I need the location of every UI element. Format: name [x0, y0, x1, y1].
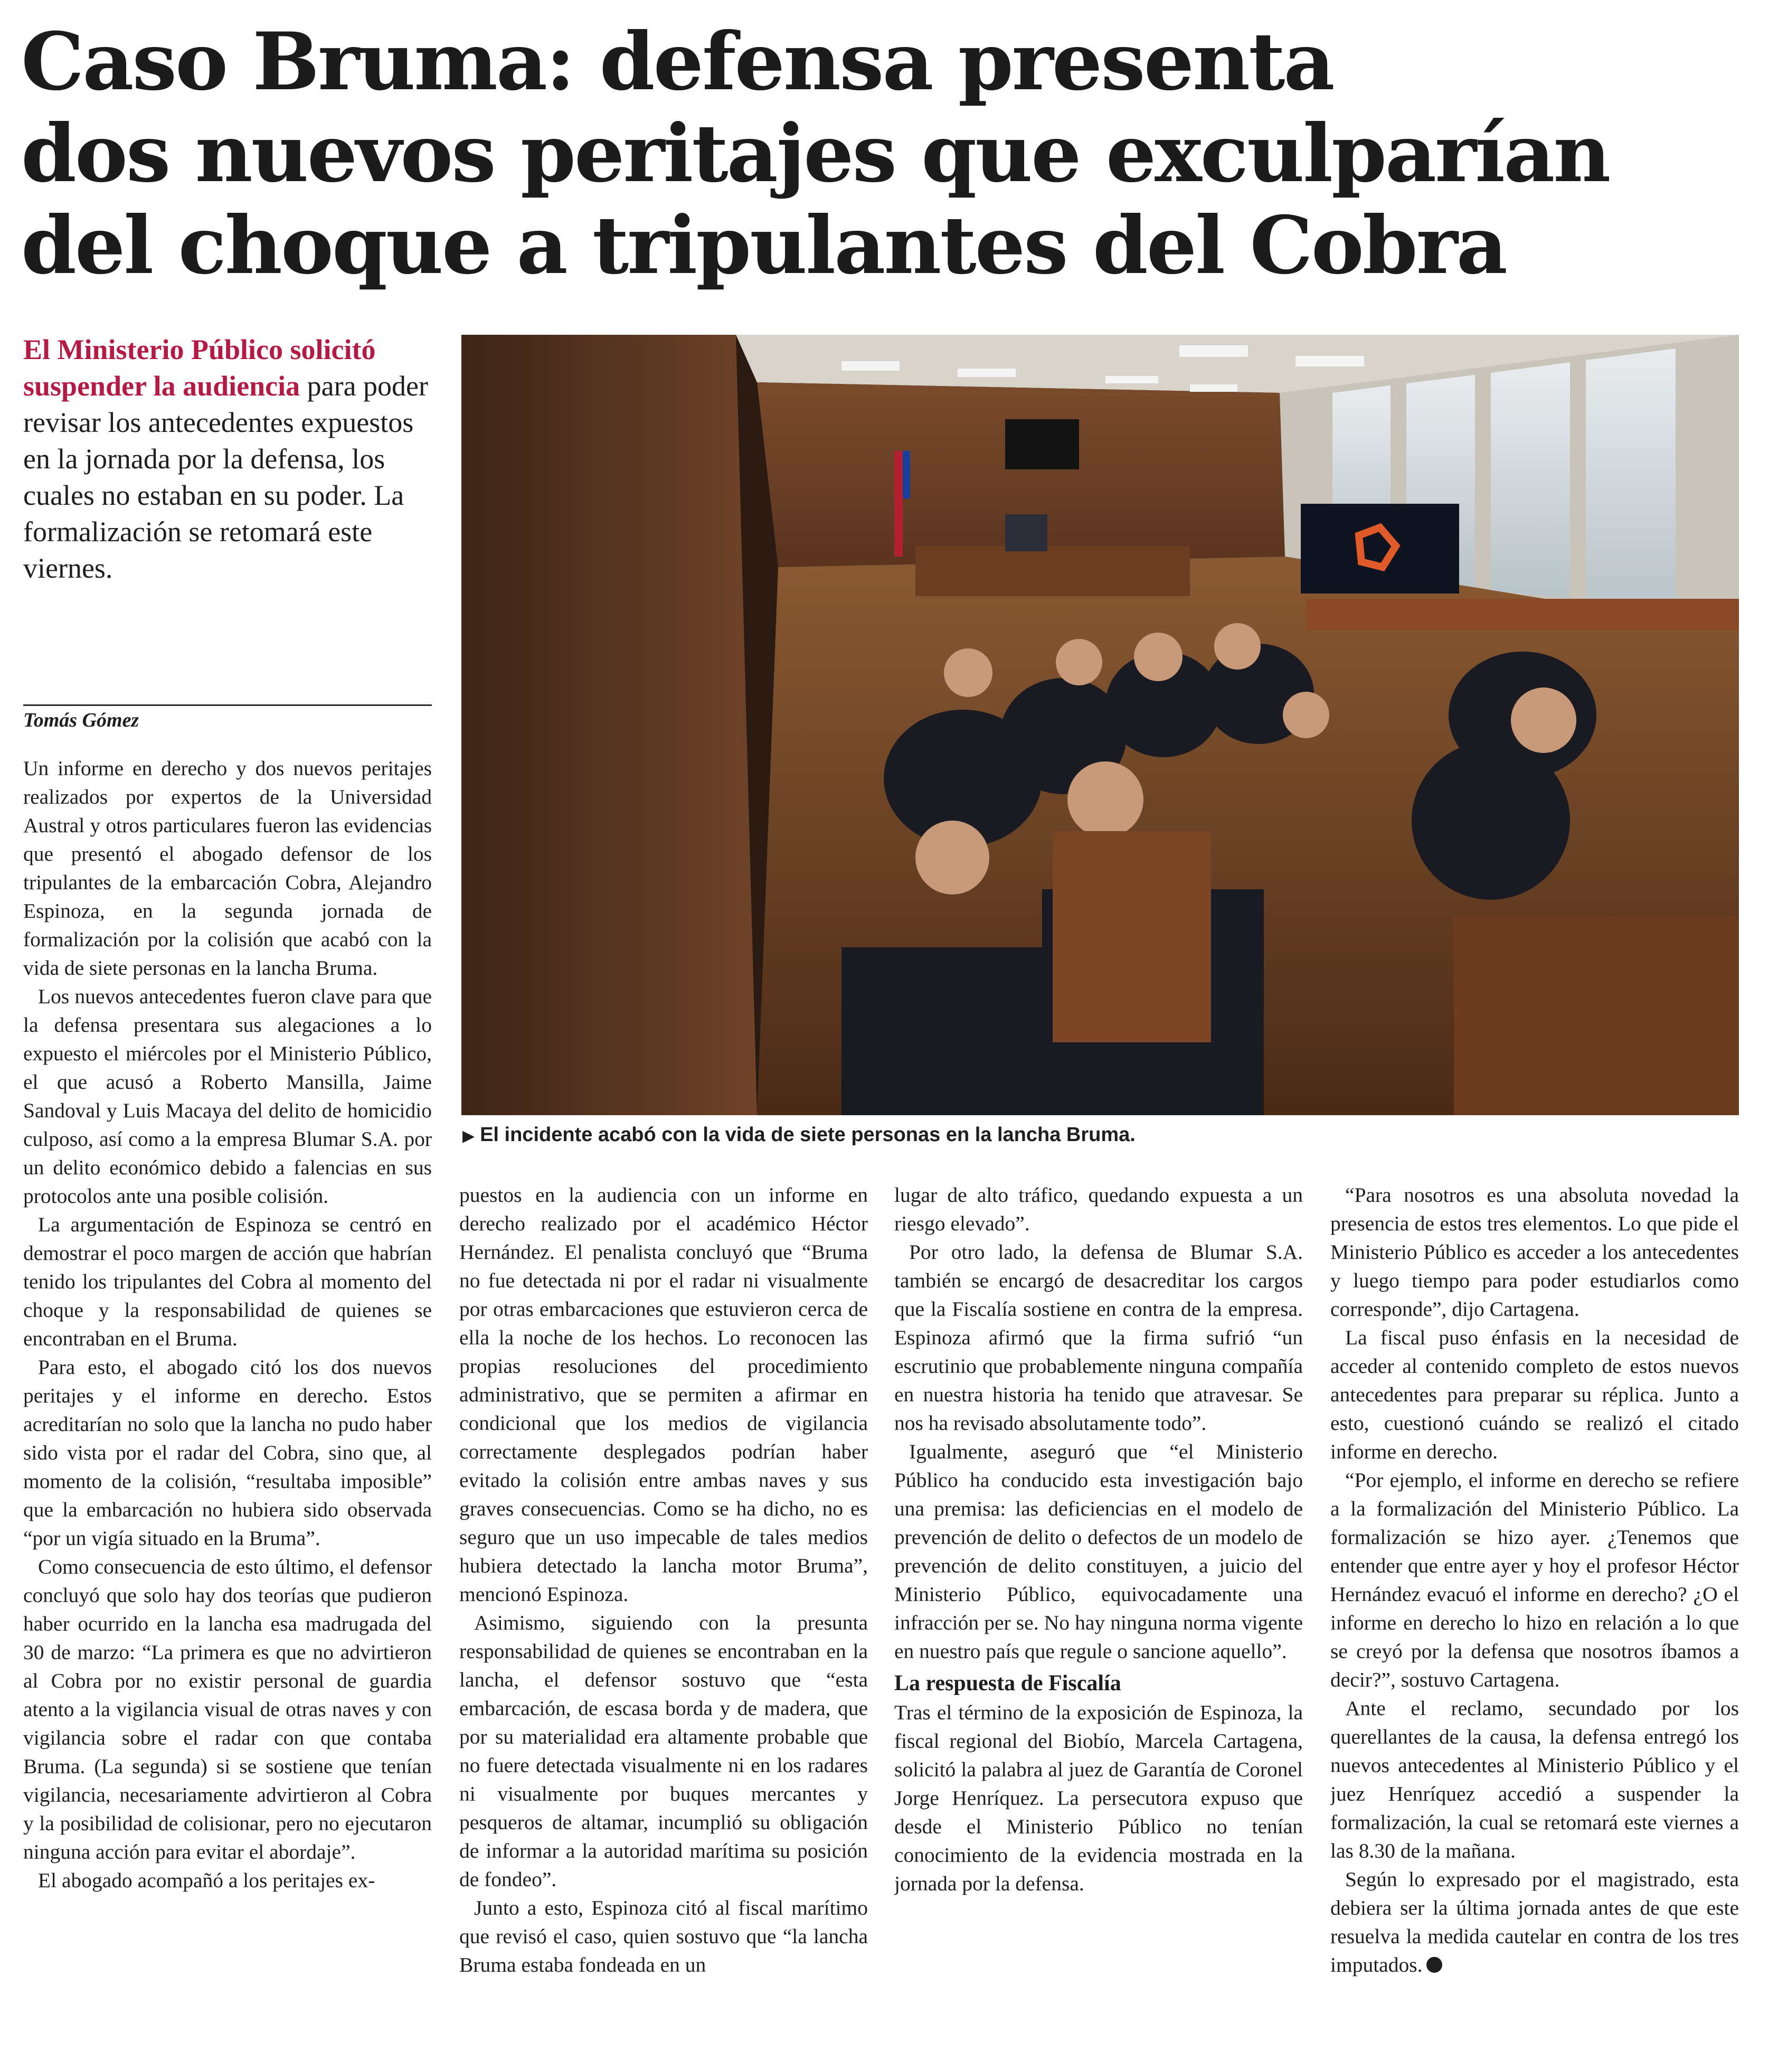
body-paragraph: Por otro lado, la defensa de Blumar S.A. también se encargó de desacreditar los cargos que la Fiscalía sostiene en contra de la empresa. Espinoza afirmó que la firma sufrió “un escrutinio que probablemente ninguna compañía en nuestra historia ha tenido que atravesar. Se nos ha revisado absolutamente todo”. [894, 1240, 1303, 1435]
photo-caption [462, 1124, 1136, 1146]
caption-text: El incidente acabó con la vida de siete personas en la lancha Bruma. [480, 1124, 1136, 1146]
byline-rule [23, 704, 432, 706]
body-column-4 [1330, 1181, 1739, 2057]
body-paragraph: Asimismo, siguiendo con la presunta responsabilidad de quienes se encontraban en la lancha, el defensor sostuvo que “esta embarcación, de escasa borda y de madera, que por su materialidad era altamente probable que no fuere detectada visualmente ni en los radares ni visualmente por buques mercantes y pesqueros de altamar, incumplió su obligación de informar a la autoridad marítima su posición de fondeo”. [459, 1611, 868, 1891]
body-paragraph: El abogado acompañó a los peritajes ex- [38, 1869, 375, 1892]
body-paragraph: Un informe en derecho y dos nuevos peritajes realizados por expertos de la Universidad Austral y otros particulares fueron las evidencias que presentó el abogado defensor de los tripulantes de la embarcación Cobra, Alejandro Espinoza, en la segunda jornada de formalización por la colisión que acabó con la vida de siete personas en la lancha Bruma. [23, 757, 432, 980]
body-paragraph [1330, 1865, 1739, 1979]
body-column-1 [23, 754, 432, 2053]
lead-paragraph [23, 332, 430, 587]
body-paragraph: Igualmente, aseguró que “el Ministerio Público ha conducido esta investigación bajo una premisa: las deficiencias en el modelo de prevención de delito o defectos de un modelo de prevención de delito constituyen, a juicio del Ministerio Público, equivocadamente una infracción per se. No hay ninguna norma vigente en nuestro país que regule o sancione aquello”. [894, 1440, 1303, 1663]
body-paragraph: Para esto, el abogado citó los dos nuevos peritajes y el informe en derecho. Estos acreditarían no solo que la lancha no pudo haber sido vista por el radar del Cobra, sino que, al momento de la colisión, “resultaba imposible” que la embarcación no hubiera sido observada “por un vigía situado en la Bruma”. [23, 1355, 432, 1550]
body-paragraph: “Por ejemplo, el informe en derecho se refiere a la formalización del Ministerio Público. La formalización se hizo ayer. ¿Tenemos que entender que entre ayer y hoy el profesor Héctor Hernández evacuó el informe en derecho? ¿O el informe en derecho lo hizo en relación a lo que se creyó por la defensa que nosotros íbamos a decir?”, sostuvo Cartagena. [1330, 1468, 1739, 1691]
headline [21, 16, 1737, 291]
end-mark-icon [1426, 1957, 1442, 1973]
body-paragraph: La argumentación de Espinoza se centró en demostrar el poco margen de acción que habrían tenido los tripulantes del Cobra al momento del choque y la responsabilidad de quienes se encontraban en el Bruma. [23, 1213, 432, 1350]
body-paragraph: Como consecuencia de esto último, el defensor concluyó que solo hay dos teorías que pudieron haber ocurrido en la lancha esa madrugada del 30 de marzo: “La primera es que no advirtieron al Cobra por no existir personal de guardia atento a la vigilancia visual de otras naves y con vigilancia sobre el radar con que contaba Bruma. (La segunda) si se sostiene que tenían vigilancia, necesariamente advirtieron al Cobra y la posibilidad de colisionar, pero no ejecutaron ninguna acción para evitar el abordaje”. [23, 1555, 432, 1863]
body-paragraph: Junto a esto, Espinoza citó al fiscal marítimo que revisó el caso, quien sostuvo que “la lancha Bruma estaba fondeada en un [459, 1896, 868, 1976]
lead-accent: El Ministerio Público solicitó suspender la audiencia [23, 334, 376, 402]
byline: Tomás Gómez [23, 709, 139, 731]
caption-arrow-icon: ▶ [462, 1127, 475, 1145]
subheading: La respuesta de Fiscalía [894, 1671, 1121, 1696]
courtroom-photo [461, 335, 1739, 1115]
body-paragraph: La fiscal puso énfasis en la necesidad de acceder al contenido completo de estos nuevos antecedentes para preparar su réplica. Junto a esto, cuestionó cuándo se realizó el citado informe en derecho. [1330, 1326, 1739, 1463]
headline-line: Caso Bruma: defensa presenta [21, 15, 1334, 108]
lead-text: para poder revisar los antecedentes expuestos en la jornada por la defensa, los cuales no estaban en su poder. La formalización se retomará este viernes. [23, 370, 429, 584]
headline-line: dos nuevos peritajes que exculparían [21, 107, 1610, 200]
body-column-2 [459, 1181, 868, 2057]
body-paragraph: Ante el reclamo, secundado por los querellantes de la causa, la defensa entregó los nuevos antecedentes al Ministerio Público y el juez Henríquez accedió a suspender la formalización, la cual se retomará este viernes a las 8.30 de la mañana. [1330, 1697, 1739, 1862]
body-paragraph: “Para nosotros es una absoluta novedad la presencia de estos tres elementos. Lo que pide el Ministerio Público es acceder a los antecedentes y luego tiempo para poder estudiarlos como corresponde”, dijo Cartagena. [1330, 1183, 1739, 1321]
closing-text: Según lo expresado por el magistrado, esta debiera ser la última jornada antes de que este resuelva la medida cautelar en contra de los tres imputados. [1330, 1868, 1739, 1976]
body-paragraph: Los nuevos antecedentes fueron clave para que la defensa presentara sus alegaciones a lo expuesto el miércoles por el Ministerio Público, el que acusó a Roberto Mansilla, Jaime Sandoval y Luis Macaya del delito de homicidio culposo, así como a la empresa Blumar S.A. por un delito económico debido a falencias en sus protocolos ante una posible colisión. [23, 985, 432, 1208]
body-paragraph: lugar de alto tráfico, quedando expuesta a un riesgo elevado”. [894, 1183, 1303, 1235]
body-paragraph: Tras el término de la exposición de Espinoza, la fiscal regional del Biobío, Marcela Cartagena, solicitó la palabra al juez de Garantía de Coronel Jorge Henríquez. La persecutora expuso que desde el Ministerio Público no tenían conocimiento de la evidencia mostrada en la jornada por la defensa. [894, 1701, 1303, 1895]
headline-line: del choque a tripulantes del Cobra [21, 199, 1506, 292]
body-paragraph: puestos en la audiencia con un informe en derecho realizado por el académico Héctor Hernández. El penalista concluyó que “Bruma no fue detectada ni por el radar ni visualmente por otras embarcaciones que estuvieron cerca de ella la noche de los hechos. Lo reconocen las propias resoluciones del procedimiento administrativo, que se permiten a afirmar en condicional que los medios de vigilancia correctamente desplegados podrían haber evitado la colisión entre ambas naves y sus graves consecuencias. Como se ha dicho, no es seguro que un uso impecable de tales medios hubiera detectado la lancha motor Bruma”, mencionó Espinoza. [459, 1183, 868, 1606]
body-column-3 [894, 1181, 1303, 2057]
